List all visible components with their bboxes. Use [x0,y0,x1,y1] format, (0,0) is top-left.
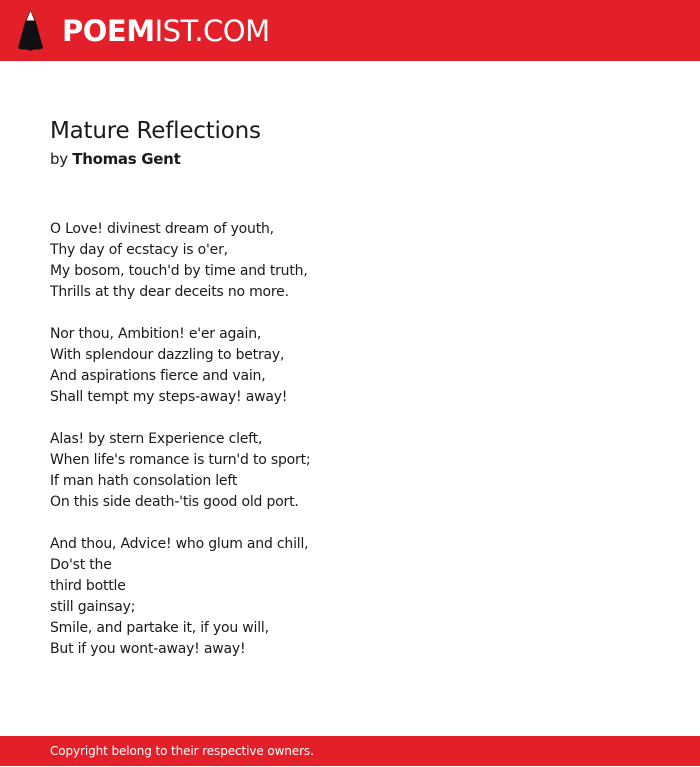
poem-line: Nor thou, Ambition! e'er again, [50,326,262,342]
poem-title: Mature Reflections [50,118,261,144]
poem-line: And aspirations fierce and vain, [50,368,266,384]
poem-body [50,219,650,681]
stanza [50,429,650,513]
poem-line: Smile, and partake it, if you will, [50,620,269,636]
poem-line: Thrills at thy dear deceits no more. [50,284,289,300]
poem-line: Shall tempt my steps-away! away! [50,389,288,405]
by-label: by [50,150,68,168]
poem-author: Thomas Gent [72,150,181,168]
poem-line: Do'st the [50,557,112,573]
poem-line: And thou, Advice! who glum and chill, [50,536,309,552]
stanza [50,324,650,408]
logo-bold-text: POEM [62,14,155,48]
poem-line: On this side death-'tis good old port. [50,494,299,510]
site-header [0,0,700,61]
copyright-text: Copyright belong to their respective owners. [50,744,314,758]
poem-line: If man hath consolation left [50,473,238,489]
stanza [50,219,650,303]
poem-line: When life's romance is turn'd to sport; [50,452,311,468]
poem-byline [50,148,180,170]
site-logo-link[interactable] [62,13,270,49]
poem-line: O Love! divinest dream of youth, [50,221,274,237]
site-footer [0,736,700,766]
poem-line: But if you wont-away! away! [50,641,246,657]
poem-line: Thy day of ecstacy is o'er, [50,242,228,258]
poem-line: With splendour dazzling to betray, [50,347,285,363]
poem-line: third bottle [50,578,126,594]
logo-light-text: IST.COM [154,14,270,48]
poem-line: still gainsay; [50,599,136,615]
poem-line: My bosom, touch'd by time and truth, [50,263,308,279]
pencil-icon[interactable] [18,10,43,51]
stanza [50,534,650,660]
poem-line: Alas! by stern Experience cleft, [50,431,263,447]
